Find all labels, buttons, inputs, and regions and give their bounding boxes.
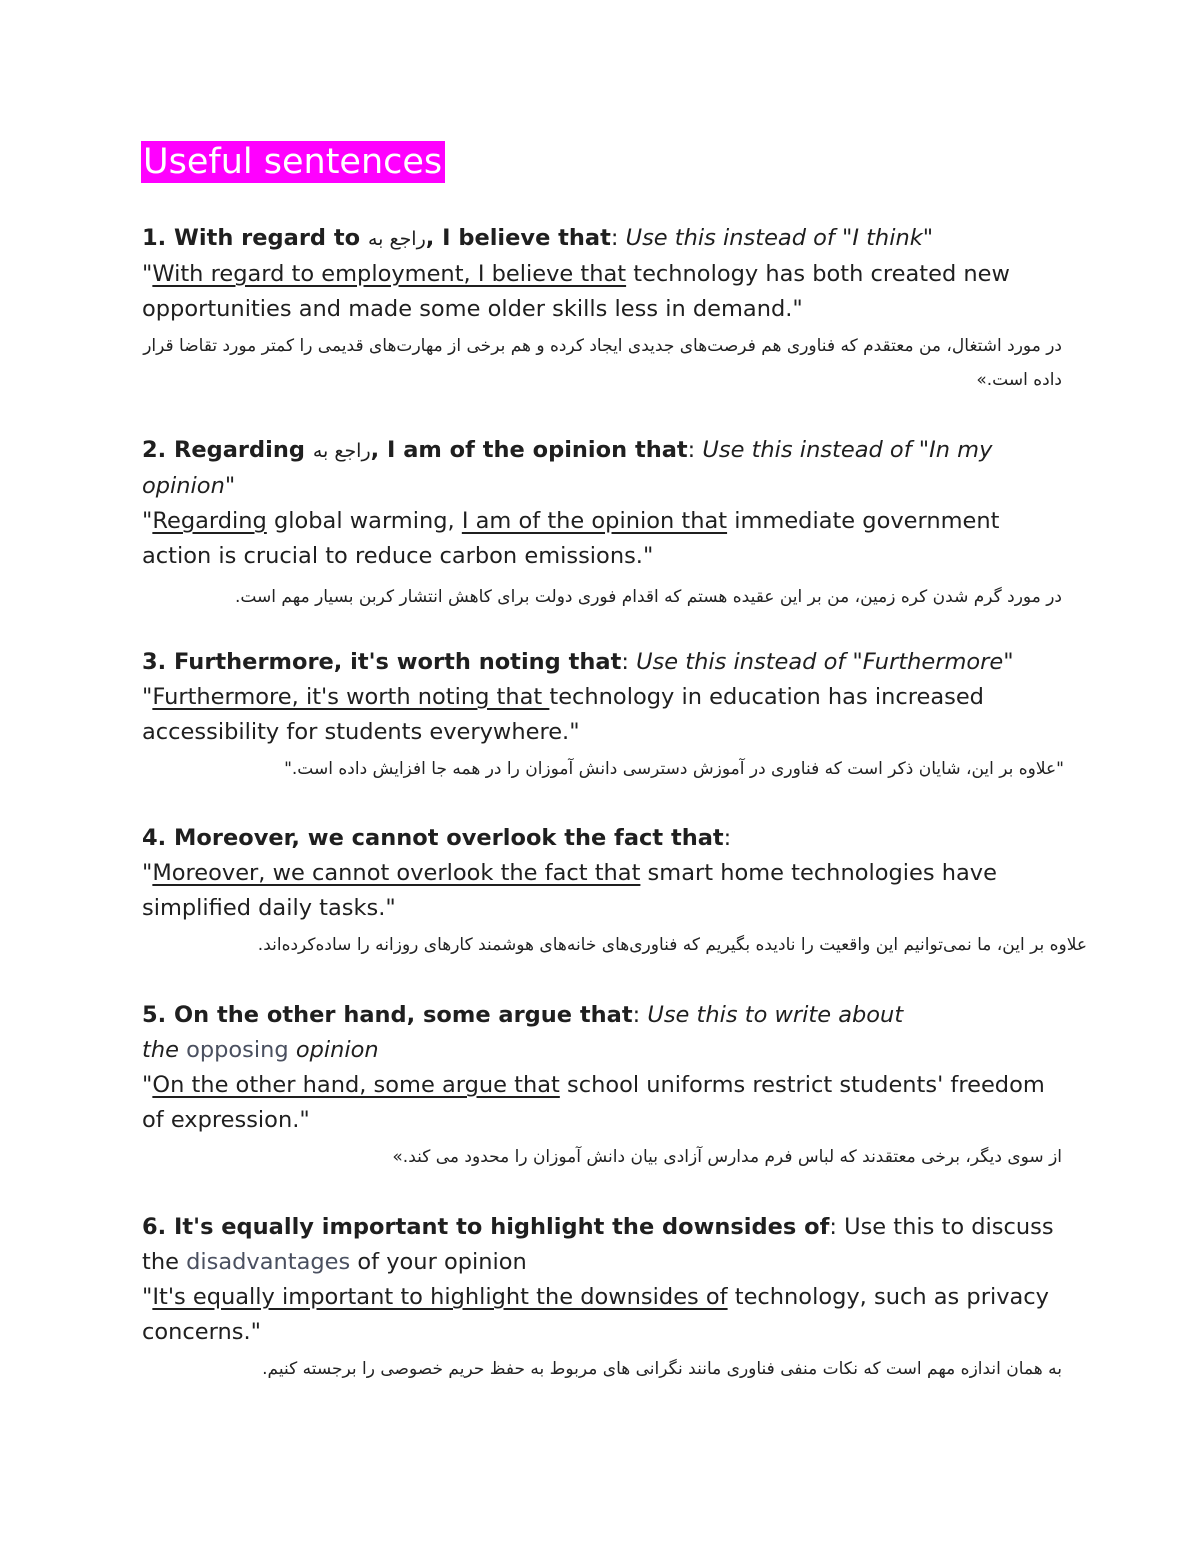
example-key-phrase: It's equally important to highlight the downsides of [152, 1284, 728, 1310]
persian-translation: به همان اندازه مهم است که نکات منفی فناوری مانند نگرانی های مربوط به حفظ حریم خصوصی را برجسته کنیم. [262, 1359, 1062, 1379]
usage-note-text: opinion [288, 1037, 379, 1063]
sentence-item-1 [142, 221, 1072, 397]
item-heading [142, 221, 1072, 257]
persian-translation: از سوی دیگر، برخی معتقدند که لباس فرم مدارس آزادی بیان دانش آموزان را محدود می کند.» [392, 1147, 1062, 1167]
sentence-item-3 [142, 645, 1072, 786]
example-rest: technology in education has increased accessibility for students everywhere." [142, 684, 984, 745]
example-sentence [142, 504, 1072, 574]
heading-phrase-continued: , I am of the opinion that [370, 437, 688, 463]
item-number: 6. [142, 1214, 167, 1240]
open-quote: " [142, 261, 153, 287]
usage-note-text: the [142, 1037, 187, 1063]
example-key-phrase: On the other hand, some argue that [152, 1072, 560, 1098]
example-rest: immediate government action is crucial to reduce carbon emissions." [142, 508, 1000, 569]
usage-note: Use this to write about [640, 1002, 904, 1028]
open-quote: " [142, 1284, 153, 1310]
heading-phrase: On the other hand, some argue that [174, 1002, 633, 1028]
example-rest: technology, such as privacy concerns." [142, 1284, 1049, 1345]
example-key-phrase: Regarding [152, 508, 267, 534]
heading-colon: : [621, 649, 629, 675]
item-number: 3. [142, 649, 167, 675]
item-heading [142, 998, 1072, 1033]
heading-colon: : [610, 225, 619, 251]
heading-phrase: Regarding [174, 437, 305, 463]
example-key-phrase: Moreover, we cannot overlook the fact that [152, 860, 641, 886]
example-sentence [142, 257, 1072, 327]
heading-colon: : [687, 437, 696, 463]
example-rest: smart home technologies have simplified daily tasks." [142, 860, 997, 921]
usage-note-text: of your opinion [350, 1249, 527, 1275]
usage-note: Use this instead of "Furthermore" [628, 649, 1014, 675]
sentence-item-5 [142, 998, 1072, 1174]
heading-phrase: Furthermore, it's worth noting that [174, 649, 622, 675]
item-heading [142, 433, 1072, 504]
heading-phrase: With regard to [174, 225, 361, 251]
item-number: 1. [142, 225, 167, 251]
persian-translation: در مورد اشتغال، من معتقدم که فناوری هم فرصت‌های جدیدی ایجاد کرده و هم برخی از مهارت‌های قدیمی را کمتر مورد تقاضا قرار داده است.» [143, 336, 1062, 390]
usage-note-highlight: disadvantages [186, 1249, 351, 1275]
open-quote: " [142, 860, 153, 886]
persian-translation: علاوه بر این، ما نمی‌توانیم این واقعیت را نادیده بگیریم که فناوری‌های خانه‌های هوشمند کارهای روزانه را ساده‌کرده‌اند. [257, 935, 1087, 955]
sentence-item-2 [142, 433, 1072, 614]
item-number: 2. [142, 437, 167, 463]
example-key-phrase: With regard to employment, I believe that [152, 261, 627, 287]
item-heading [142, 1210, 1072, 1280]
example-sentence [142, 1280, 1072, 1350]
heading-colon: : [829, 1214, 837, 1240]
example-rest: school uniforms restrict students' freedom of expression." [142, 1072, 1045, 1133]
example-middle: global warming, [266, 508, 462, 534]
example-sentence [142, 856, 1072, 926]
persian-translation: "علاوه بر این، شایان ذکر است که فناوری در آموزش دسترسی دانش آموزان را در همه جا افزایش داده است." [284, 759, 1064, 779]
sentence-item-6 [142, 1210, 1072, 1386]
usage-note-continued [142, 1033, 1072, 1068]
heading-colon: : [723, 825, 732, 851]
heading-persian-gloss: راجع به [367, 228, 426, 250]
heading-colon: : [632, 1002, 641, 1028]
example-key-phrase: Furthermore, it's worth noting that [152, 684, 550, 710]
example-sentence [142, 680, 1072, 750]
sentence-item-4 [142, 821, 1087, 962]
open-quote: " [142, 684, 153, 710]
example-sentence [142, 1068, 1072, 1138]
open-quote: " [142, 1072, 153, 1098]
heading-persian-gloss: راجع به [312, 440, 371, 462]
item-number: 5. [142, 1002, 167, 1028]
item-heading [142, 645, 1072, 680]
open-quote: " [142, 508, 153, 534]
usage-note: Use this instead of "In my opinion" [142, 437, 993, 499]
page-title: Useful sentences [141, 141, 445, 183]
example-rest: technology has both created new opportunities and made some older skills less in demand." [142, 261, 1010, 322]
example-key-phrase: I am of the opinion that [461, 508, 728, 534]
usage-note-highlight: opposing [186, 1037, 289, 1063]
usage-note: Use this to discuss the [142, 1214, 1054, 1275]
heading-phrase: Moreover, we cannot overlook the fact that [174, 825, 724, 851]
usage-note: Use this instead of "I think" [618, 225, 934, 251]
heading-phrase-continued: , I believe that [425, 225, 611, 251]
persian-translation: در مورد گرم شدن کره زمین، من بر این عقیده هستم که اقدام فوری دولت برای کاهش انتشار کربن بسیار مهم است. [234, 587, 1062, 607]
heading-phrase: It's equally important to highlight the downsides of [174, 1214, 830, 1240]
item-heading [142, 821, 1072, 856]
item-number: 4. [142, 825, 167, 851]
